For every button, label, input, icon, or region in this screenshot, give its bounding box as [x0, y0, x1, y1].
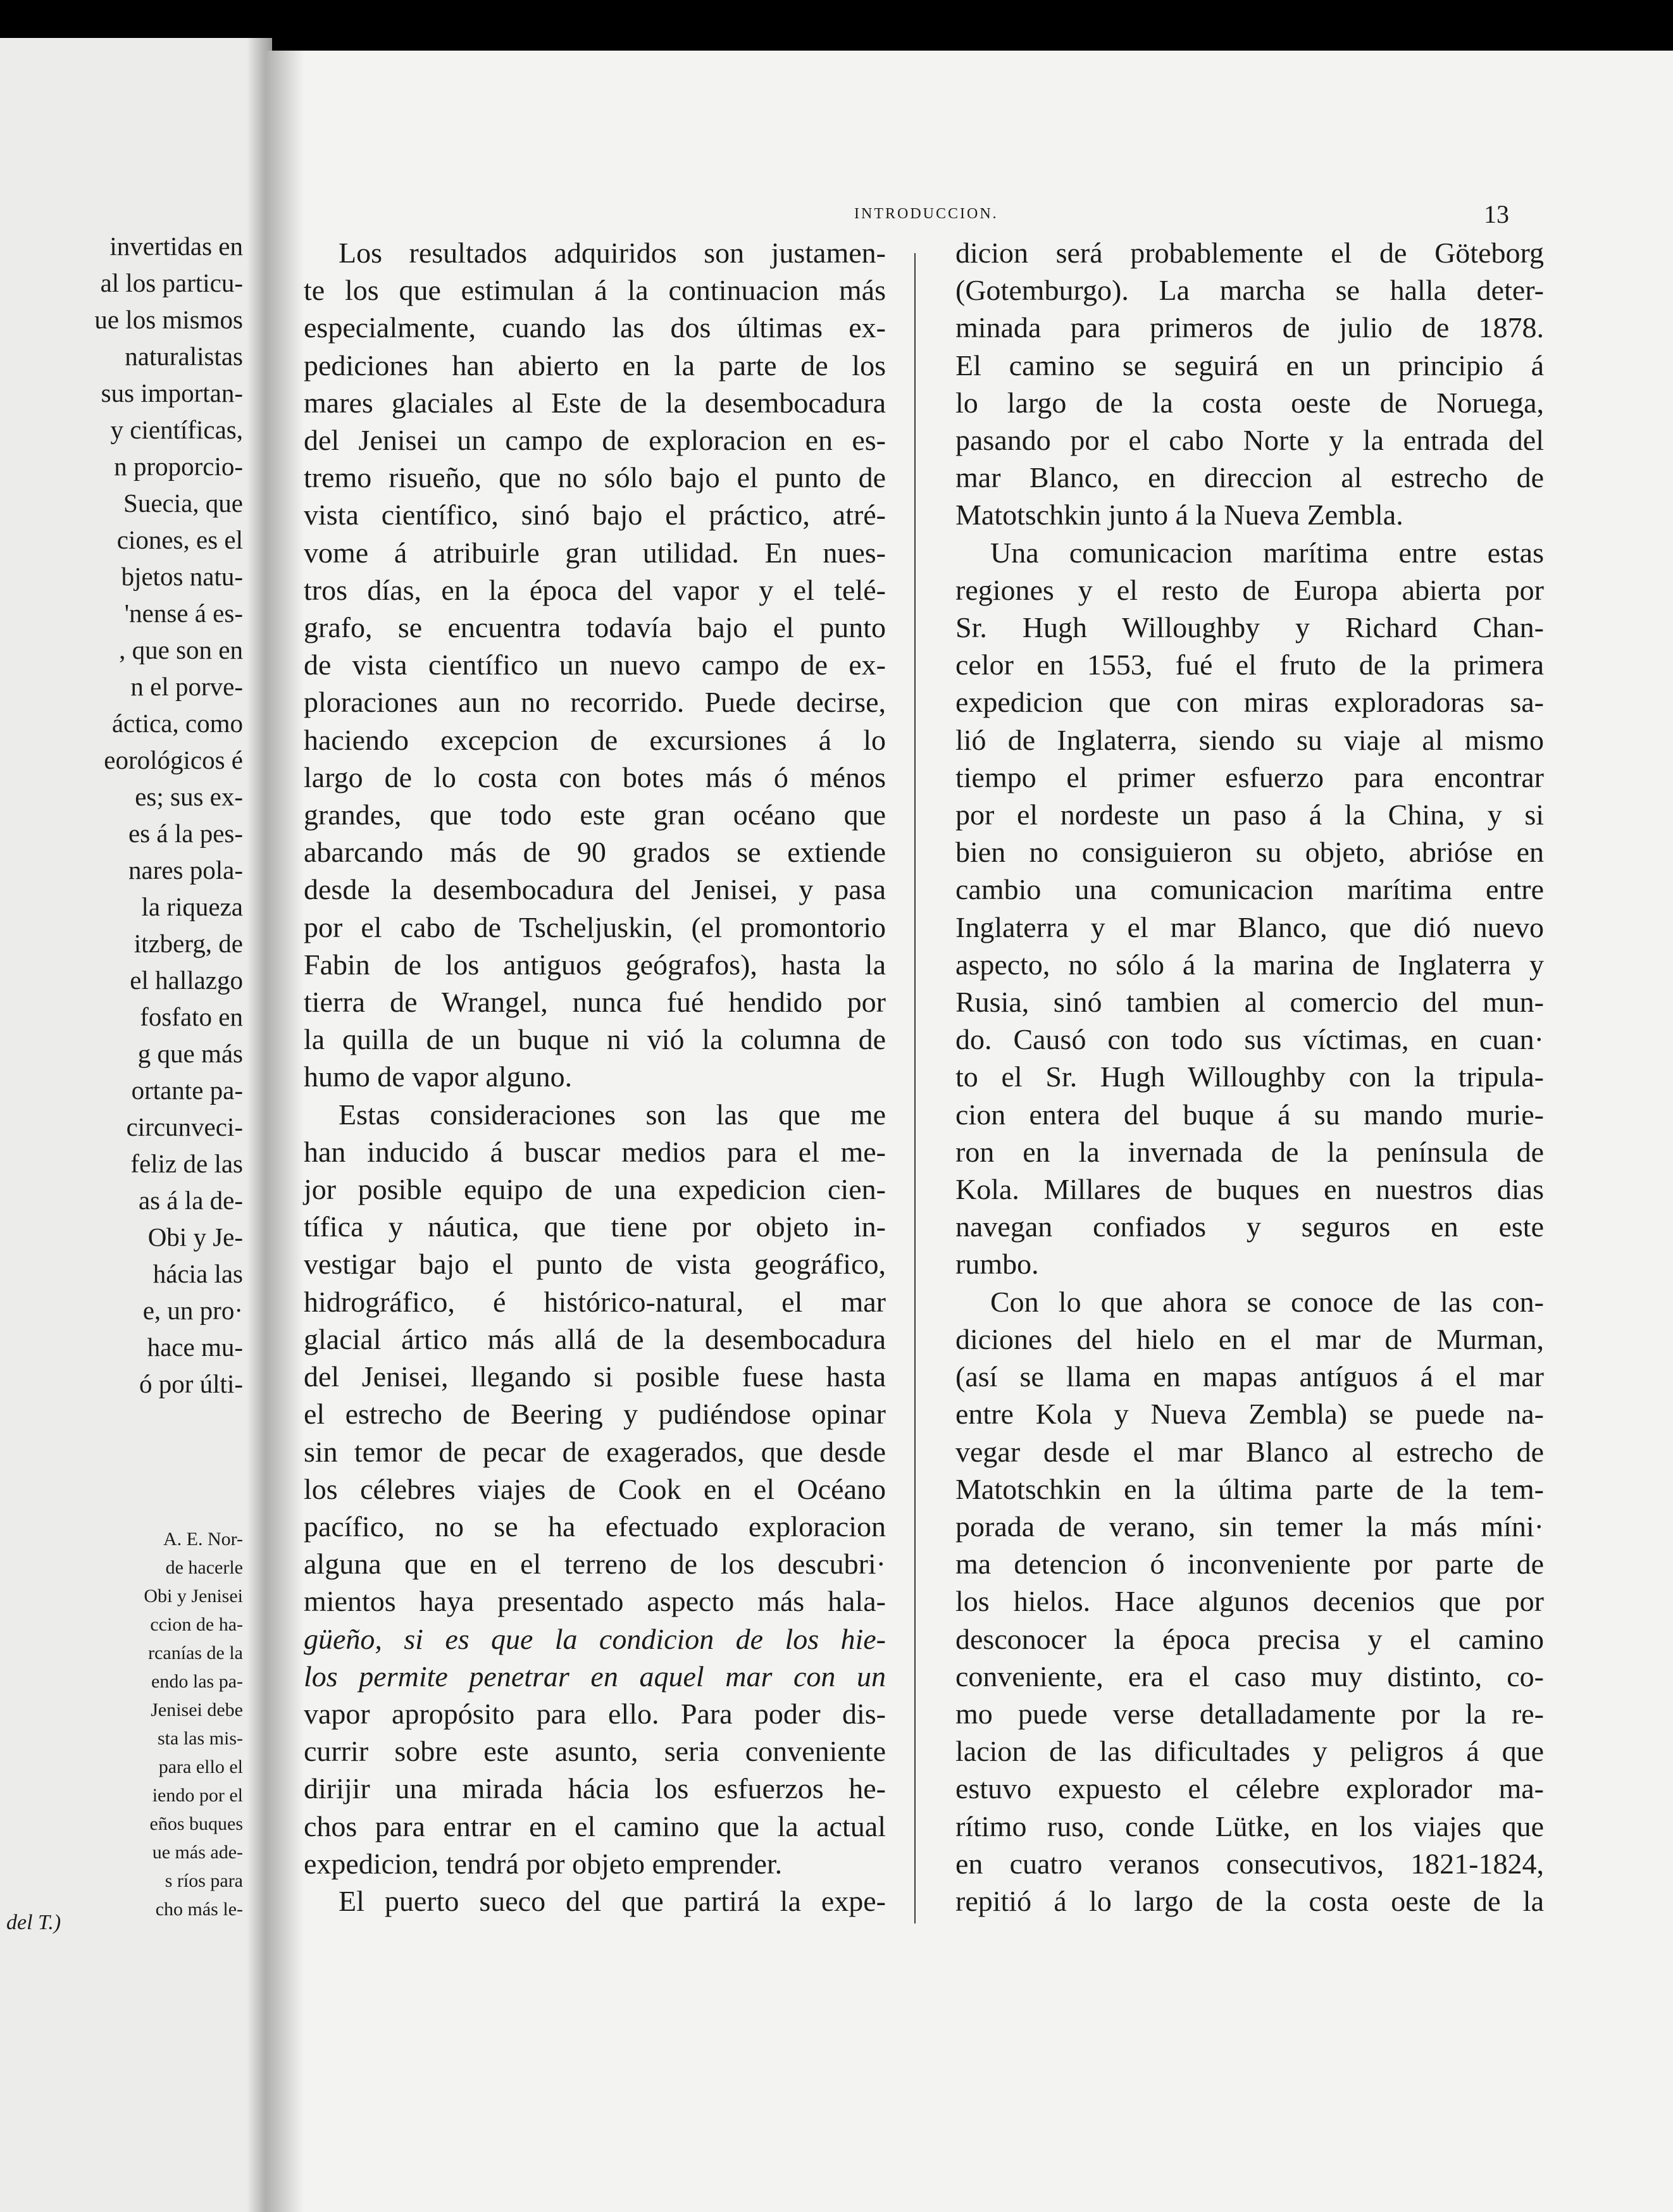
- previous-page-footnote: [3, 1525, 243, 1923]
- text-line: mo puede verse detalladamente por la re-: [955, 1697, 1544, 1730]
- footnote-line: s ríos para: [165, 1870, 243, 1891]
- text-line: pacífico, no se ha efectuado exploracion: [304, 1510, 886, 1543]
- text-line: to el Sr. Hugh Willoughby con la tripula-: [955, 1060, 1544, 1093]
- previous-page-line: ue los mismos: [94, 305, 243, 334]
- previous-page-line: al los particu-: [100, 268, 243, 297]
- text-line: Con lo que ahora se conoce de las con-: [990, 1285, 1544, 1318]
- text-line: celor en 1553, fué el fruto de la primera: [955, 649, 1544, 681]
- text-line: dirijir una mirada hácia los esfuerzos he-: [304, 1772, 886, 1805]
- previous-page-line: circunveci-: [126, 1112, 243, 1141]
- text-line: aspecto, no sólo á la marina de Inglaterra y: [955, 948, 1544, 981]
- previous-page-line: naturalistas: [125, 342, 243, 371]
- text-line: do. Causó con todo sus víctimas, en cuan·: [955, 1023, 1544, 1056]
- previous-page-line: n el porve-: [130, 672, 243, 701]
- text-line: rumbo.: [955, 1248, 1039, 1281]
- text-line: del Jenisei, llegando si posible fuese hasta: [304, 1360, 886, 1393]
- text-line: tros días, en la época del vapor y el telé-: [304, 573, 886, 606]
- text-line: El puerto sueco del que partirá la expe-: [339, 1884, 886, 1917]
- text-line: repitió á lo largo de la costa oeste de la: [955, 1884, 1544, 1917]
- text-line: minada para primeros de julio de 1878.: [955, 311, 1544, 344]
- previous-page-line: fosfato en: [140, 1002, 243, 1031]
- text-line: grandes, que todo este gran océano que: [304, 798, 886, 831]
- previous-page-line: feliz de las: [130, 1149, 243, 1178]
- text-line: (Gotemburgo). La marcha se halla deter-: [955, 274, 1544, 307]
- text-line: tremo risueño, que no sólo bajo el punto de: [304, 461, 886, 494]
- column-rule: [914, 253, 916, 1923]
- previous-page-line: itzberg, de: [134, 929, 243, 958]
- text-line: Rusia, sinó tambien al comercio del mun-: [955, 986, 1544, 1019]
- text-line: mientos haya presentado aspecto más hala-: [304, 1585, 886, 1618]
- text-line: humo de vapor alguno.: [304, 1060, 573, 1093]
- text-line: los permite penetrar en aquel mar con un: [304, 1660, 886, 1693]
- text-line: el estrecho de Beering y pudiéndose opinar: [304, 1398, 886, 1431]
- footnote-line: endo las pa-: [151, 1671, 243, 1692]
- previous-page-line: as á la de-: [138, 1186, 243, 1215]
- text-line: tierra de Wrangel, nunca fué hendido por: [304, 986, 886, 1019]
- previous-page-line: Obi y Je-: [147, 1222, 243, 1252]
- previous-page-line: 'nense á es-: [124, 599, 243, 628]
- footnote-line: de hacerle: [165, 1557, 243, 1578]
- text-line: del Jenisei un campo de exploracion en es-: [304, 424, 886, 457]
- text-line: Estas consideraciones son las que me: [339, 1098, 886, 1131]
- footnote-line: ccion de ha-: [150, 1614, 243, 1635]
- text-line: dicion será probablemente el de Göteborg: [955, 237, 1544, 269]
- text-column-left: [304, 234, 886, 1920]
- text-line: cion entera del buque á su mando murie-: [955, 1098, 1544, 1131]
- footnote-line: Obi y Jenisei: [144, 1586, 243, 1606]
- text-line: hidrográfico, é histórico-natural, el mar: [304, 1285, 886, 1318]
- previous-page-line: sus importan-: [101, 378, 243, 407]
- text-line: desconocer la época precisa y el camino: [955, 1622, 1544, 1655]
- text-line: han inducido á buscar medios para el me-: [304, 1135, 886, 1168]
- previous-page-line: g que más: [137, 1039, 243, 1068]
- previous-page-line: la riqueza: [141, 892, 243, 921]
- previous-page-line: nares pola-: [128, 855, 243, 885]
- footnote-line: cho más le-: [155, 1899, 243, 1920]
- previous-page-line: , que son en: [119, 635, 243, 664]
- previous-page-line: ciones, es el: [116, 525, 243, 554]
- footnote-line: Jenisei debe: [151, 1699, 243, 1720]
- text-line: mares glaciales al Este de la desembocadura: [304, 386, 886, 419]
- text-line: (así se llama en mapas antíguos á el mar: [955, 1360, 1544, 1393]
- text-line: pasando por el cabo Norte y la entrada del: [955, 424, 1544, 457]
- text-line: Fabin de los antiguos geógrafos), hasta la: [304, 948, 886, 981]
- text-line: Kola. Millares de buques en nuestros dias: [955, 1173, 1544, 1206]
- text-line: diciones del hielo en el mar de Murman,: [955, 1322, 1544, 1355]
- text-line: expedicion, tendrá por objeto emprender.: [304, 1847, 783, 1880]
- text-column-right: [955, 234, 1544, 1920]
- footnote-line: rcanías de la: [148, 1643, 243, 1663]
- text-line: los hielos. Hace algunos decenios que por: [955, 1585, 1544, 1618]
- footnote-line: eños buques: [149, 1813, 243, 1834]
- previous-page-fragment: [0, 38, 272, 2212]
- text-line: de vista científico un nuevo campo de ex-: [304, 649, 886, 681]
- text-line: sin temor de pecar de exagerados, que desde: [304, 1435, 886, 1468]
- text-line: vegar desde el mar Blanco al estrecho de: [955, 1435, 1544, 1468]
- text-line: largo de lo costa con botes más ó ménos: [304, 761, 886, 793]
- text-line: conveniente, era el caso muy distinto, co-: [955, 1660, 1544, 1693]
- gutter-shadow: [266, 51, 304, 2212]
- previous-page-line: e, un pro·: [142, 1296, 243, 1325]
- text-line: cambio una comunicacion marítima entre: [955, 873, 1544, 906]
- footnote-line: iendo por el: [152, 1785, 243, 1806]
- text-line: alguna que en el terreno de los descubri·: [304, 1548, 886, 1581]
- translator-signature: del T.): [6, 1911, 61, 1934]
- previous-page-line: eorológicos é: [104, 745, 243, 774]
- previous-page-line: Suecia, que: [123, 488, 243, 518]
- text-line: ploraciones aun no recorrido. Puede decirse,: [304, 686, 886, 719]
- previous-page-line: hace mu-: [147, 1333, 243, 1362]
- text-line: currir sobre este asunto, seria conveniente: [304, 1735, 886, 1768]
- previous-page-line: áctica, como: [111, 709, 243, 738]
- text-line: bien no consiguieron su objeto, abrióse en: [955, 836, 1544, 869]
- previous-page-line: bjetos natu-: [121, 562, 243, 591]
- text-line: El camino se seguirá en un principio á: [955, 349, 1544, 382]
- text-line: en cuatro veranos consecutivos, 1821-1824,: [955, 1847, 1544, 1880]
- text-line: estuvo expuesto el célebre explorador ma-: [955, 1772, 1544, 1805]
- text-line: vista científico, sinó bajo el práctico, atré-: [304, 499, 886, 531]
- previous-page-line: y científicas,: [110, 415, 243, 444]
- text-line: lió de Inglaterra, siendo su viaje al mismo: [955, 723, 1544, 756]
- text-line: rítimo ruso, conde Lütke, en los viajes que: [955, 1810, 1544, 1842]
- text-line: jor posible equipo de una expedicion cien-: [304, 1173, 886, 1206]
- text-line: ma detencion ó inconveniente por parte de: [955, 1548, 1544, 1581]
- text-line: Matotschkin en la última parte de la tem-: [955, 1472, 1544, 1505]
- page-number: 13: [1484, 200, 1509, 228]
- text-line: chos para entrar en el camino que la actual: [304, 1810, 886, 1842]
- previous-page-line: ó por últi-: [139, 1369, 243, 1398]
- previous-page-line: es; sus ex-: [135, 782, 243, 811]
- previous-page-line: el hallazgo: [130, 966, 243, 995]
- previous-page-line: es á la pes-: [128, 819, 243, 848]
- text-line: mar Blanco, en direccion al estrecho de: [955, 461, 1544, 494]
- text-line: grafo, se encuentra todavía bajo el punto: [304, 611, 886, 644]
- text-line: por el nordeste un paso á la China, y si: [955, 798, 1544, 831]
- text-line: desde la desembocadura del Jenisei, y pasa: [304, 873, 886, 906]
- text-line: glacial ártico más allá de la desembocadura: [304, 1322, 886, 1355]
- footnote-line: ue más ade-: [152, 1842, 243, 1863]
- footnote-line: para ello el: [158, 1756, 243, 1777]
- previous-page-line: n proporcio-: [114, 452, 243, 481]
- book-page: [266, 51, 1673, 2212]
- text-line: ron en la invernada de la península de: [955, 1135, 1544, 1168]
- text-line: vome á atribuirle gran utilidad. En nues-: [304, 536, 886, 569]
- text-line: especialmente, cuando las dos últimas ex-: [304, 311, 886, 344]
- text-line: expedicion que con miras exploradoras sa-: [955, 686, 1544, 719]
- previous-page-line: hácia las: [152, 1259, 243, 1288]
- text-line: por el cabo de Tscheljuskin, (el promontorio: [304, 910, 886, 943]
- text-line: lacion de las dificultades y peligros á que: [955, 1735, 1544, 1768]
- text-line: pediciones han abierto en la parte de los: [304, 349, 886, 382]
- text-line: Una comunicacion marítima entre estas: [990, 536, 1544, 569]
- text-line: abarcando más de 90 grados se extiende: [304, 836, 886, 869]
- text-line: vapor apropósito para ello. Para poder dis-: [304, 1697, 886, 1730]
- running-head: INTRODUCCION.: [854, 206, 998, 222]
- text-line: Inglaterra y el mar Blanco, que dió nuevo: [955, 910, 1544, 943]
- text-line: navegan confiados y seguros en este: [955, 1210, 1544, 1243]
- text-line: regiones y el resto de Europa abierta por: [955, 573, 1544, 606]
- text-line: los célebres viajes de Cook en el Océano: [304, 1472, 886, 1505]
- text-line: haciendo excepcion de excursiones á lo: [304, 723, 886, 756]
- text-line: Matotschkin junto á la Nueva Zembla.: [955, 499, 1403, 531]
- footnote-line: A. E. Nor-: [163, 1529, 243, 1550]
- text-line: tiempo el primer esfuerzo para encontrar: [955, 761, 1544, 793]
- text-line: vestigar bajo el punto de vista geográfico,: [304, 1248, 886, 1281]
- text-line: Sr. Hugh Willoughby y Richard Chan-: [955, 611, 1544, 644]
- previous-page-line: ortante pa-: [131, 1076, 243, 1105]
- previous-page-line: invertidas en: [109, 232, 243, 261]
- text-line: lo largo de la costa oeste de Noruega,: [955, 386, 1544, 419]
- text-line: la quilla de un buque ni vió la columna de: [304, 1023, 886, 1056]
- text-line: Los resultados adquiridos son justamen-: [339, 237, 886, 269]
- previous-page-text: [3, 228, 243, 1402]
- text-line: porada de verano, sin temer la más míni·: [955, 1510, 1544, 1543]
- text-line: te los que estimulan á la continuacion más: [304, 274, 886, 307]
- text-line: güeño, si es que la condicion de los hie-: [304, 1622, 886, 1655]
- footnote-line: sta las mis-: [158, 1728, 243, 1749]
- text-line: tífica y náutica, que tiene por objeto in-: [304, 1210, 886, 1243]
- text-line: entre Kola y Nueva Zembla) se puede na-: [955, 1398, 1544, 1431]
